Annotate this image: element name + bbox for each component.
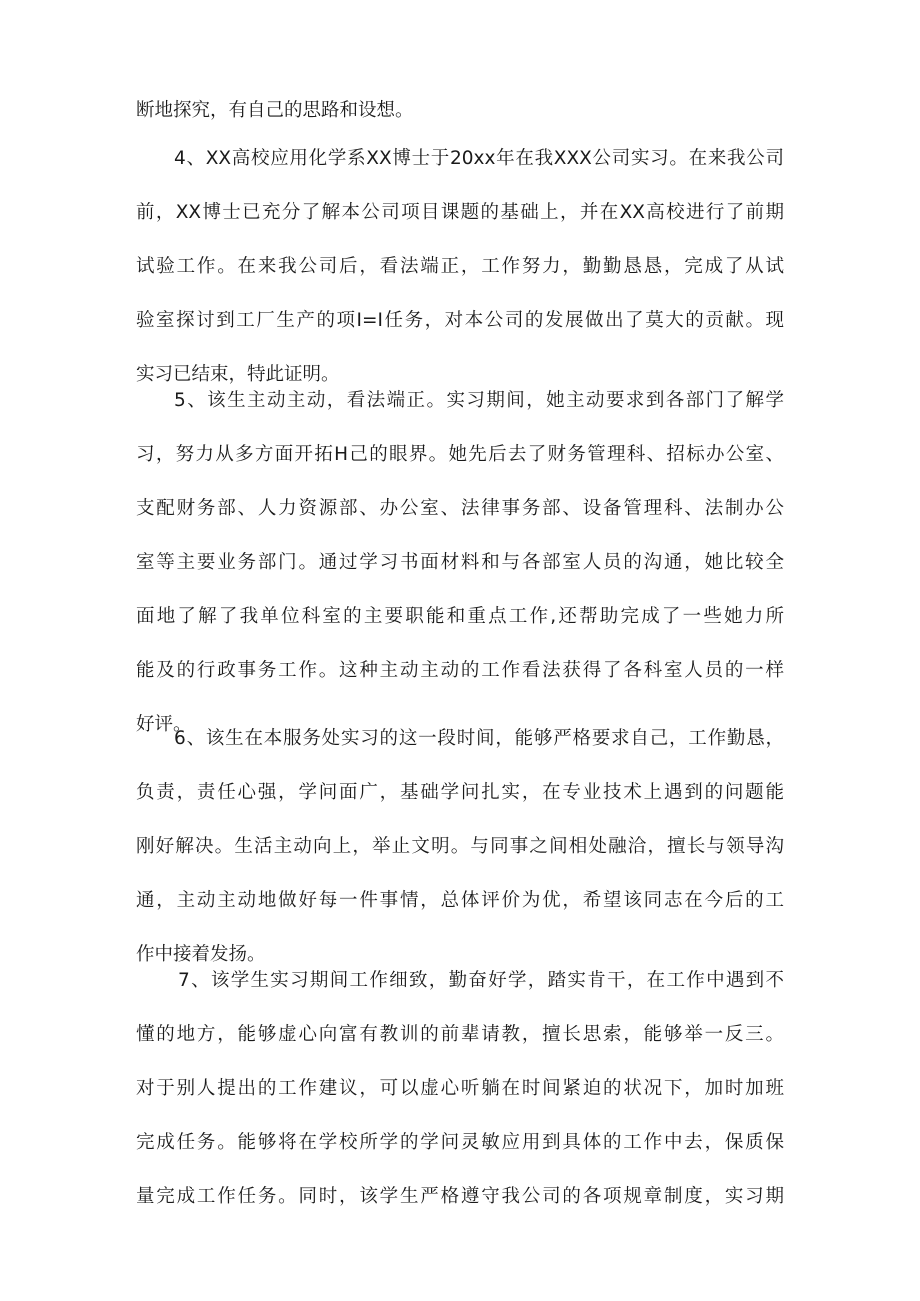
text-line: 前，XX博士已充分了解本公司项目课题的基础上，并在XX高校进行了前期	[136, 202, 784, 223]
text-line: 断地探究，有自己的思路和设想。	[136, 100, 414, 121]
paragraph-5	[136, 374, 784, 752]
paragraph-6	[136, 712, 784, 982]
text-line: 4、XX高校应用化学系XX博士于20xx年在我XXX公司实习。在来我公司	[174, 148, 784, 169]
text-line: 完成任务。能够将在学校所学的学问灵敏应用到具体的工作中去，保质保	[136, 1132, 784, 1153]
text-line: 能及的行政事务工作。这种主动主动的工作看法获得了各科室人员的一样	[136, 660, 784, 681]
text-line: 负责，责任心强，学问面广，基础学问扎实，在专业技术上遇到的问题能	[136, 782, 784, 803]
text-line: 习，努力从多方面开拓H己的眼界。她先后去了财务管理科、招标办公室、	[136, 444, 784, 465]
paragraph-4	[136, 132, 784, 402]
text-line: 量完成工作任务。同时，该学生严格遵守我公司的各项规章制度，实习期	[136, 1186, 784, 1207]
text-line: 验室探讨到工厂生产的项I=I任务，对本公司的发展做出了莫大的贡献。现	[136, 310, 784, 331]
text-line: 试验工作。在来我公司后，看法端正，工作努力，勤勤恳恳，完成了从试	[136, 256, 784, 277]
text-line: 5、该生主动主动，看法端正。实习期间，她主动要求到各部门了解学	[174, 390, 784, 411]
paragraph-7	[136, 954, 784, 1224]
text-line: 支配财务部、人力资源部、办公室、法律事务部、设备管理科、法制办公	[136, 498, 784, 519]
text-line: 好评。	[136, 714, 192, 735]
paragraph-3-tail	[136, 84, 784, 138]
text-line: 7、该学生实习期间工作细致，勤奋好学，踏实肯干，在工作中遇到不	[178, 970, 784, 991]
text-line: 面地了解了我单位科室的主要职能和重点工作,还帮助完成了一些她力所	[136, 606, 784, 627]
text-line: 懂的地方，能够虚心向富有教训的前辈请教，擅长思索，能够举一反三。	[136, 1024, 784, 1045]
text-line: 室等主要业务部门。通过学习书面材料和与各部室人员的沟通，她比较全	[136, 552, 784, 573]
text-line: 通，主动主动地做好每一件事情，总体评价为优，希望该同志在今后的工	[136, 890, 784, 911]
text-line: 6、该生在本服务处实习的这一段时间，能够严格要求自己，工作勤恳，	[174, 728, 784, 749]
text-line: 作中接着发扬。	[136, 944, 266, 965]
text-line: 对于别人提出的工作建议，可以虚心听躺在时间紧迫的状况下，加时加班	[136, 1078, 784, 1099]
text-line: 实习已结束，特此证明。	[136, 364, 340, 385]
text-line: 刚好解决。生活主动向上，举止文明。与同事之间相处融洽，擅长与领导沟	[136, 836, 784, 857]
